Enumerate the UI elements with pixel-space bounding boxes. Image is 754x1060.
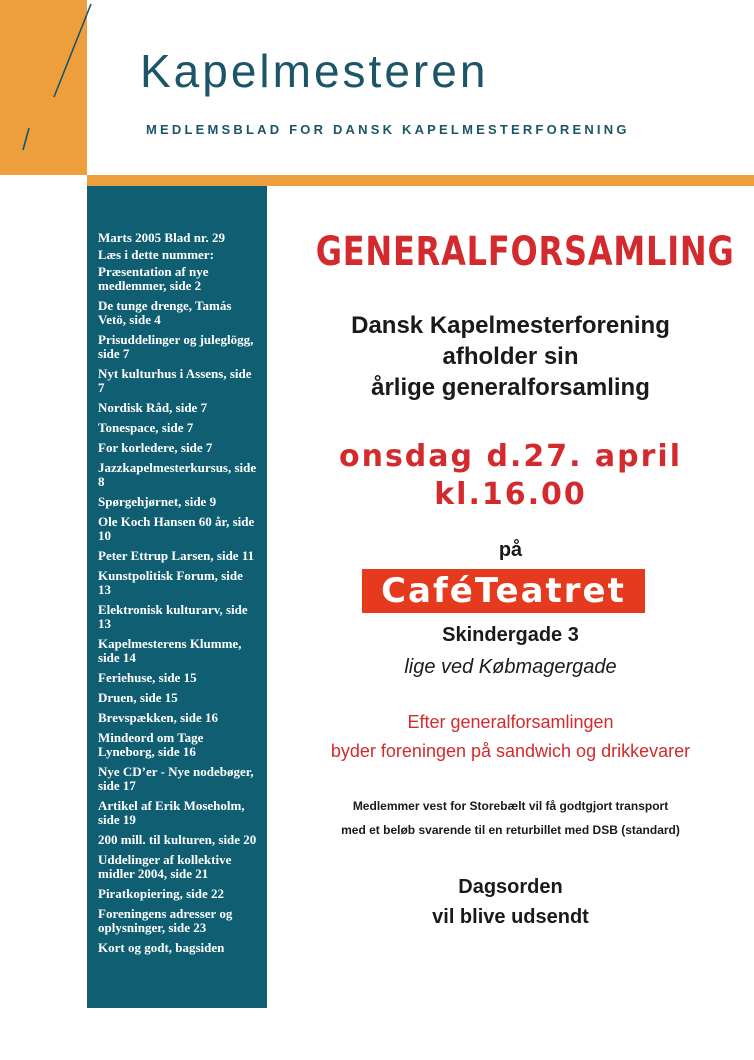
toc-item: Nordisk Råd, side 7 (98, 400, 208, 415)
toc-item: De tunge drenge, Tamás Vetö, side 4 (98, 298, 232, 327)
orange-rule (87, 175, 754, 186)
after-text (267, 708, 754, 766)
toc-heading: Læs i dette nummer: (98, 247, 214, 262)
date-block (267, 438, 754, 514)
meeting-date: onsdag d.27. april (338, 439, 682, 474)
intro-line: Dansk Kapelmesterforening (351, 312, 670, 339)
toc-item: Nye CD’er - Nye nodebøger, side 17 (98, 764, 254, 793)
toc-item: Peter Ettrup Larsen, side 11 (98, 548, 255, 563)
meeting-time: kl.16.00 (434, 477, 587, 512)
headline: GENERALFORSAMLING (315, 229, 735, 275)
toc-item: Uddelinger af kollektive midler 2004, side 21 (98, 852, 232, 881)
toc-item: Artikel af Erik Moseholm, side 19 (98, 798, 245, 827)
toc-item: 200 mill. til kulturen, side 20 (98, 832, 257, 847)
toc-item: Nyt kulturhus i Assens, side 7 (98, 366, 252, 395)
intro-text (267, 310, 754, 403)
toc-item: Piratkopiering, side 22 (98, 886, 225, 901)
agenda-line: vil blive udsendt (432, 906, 589, 928)
toc-item: Kunstpolitisk Forum, side 13 (98, 568, 243, 597)
toc-item: Tonespace, side 7 (98, 420, 194, 435)
toc-item: Mindeord om Tage Lyneborg, side 16 (98, 730, 204, 759)
venue-street: Skindergade 3 (442, 624, 579, 646)
toc-item: Brevspækken, side 16 (98, 710, 219, 725)
toc-item: Prisuddelinger og juleglögg, side 7 (98, 332, 254, 361)
toc-item: Elektronisk kulturarv, side 13 (98, 602, 248, 631)
toc-item: Spørgehjørnet, side 9 (98, 494, 217, 509)
toc-item: Præsentation af nye medlemmer, side 2 (98, 264, 209, 293)
venue-near: lige ved Købmagergade (404, 656, 617, 678)
transport-note (267, 794, 754, 842)
transport-line: med et beløb svarende til en returbillet med DSB (standard) (341, 823, 680, 837)
toc-item: Kort og godt, bagsiden (98, 940, 225, 955)
intro-line: årlige generalforsamling (371, 374, 650, 401)
transport-line: Medlemmer vest for Storebælt vil få godtgjort transport (352, 799, 669, 813)
at-label: på (498, 539, 523, 561)
toc-item: Druen, side 15 (98, 690, 178, 705)
toc-item: Feriehuse, side 15 (98, 670, 197, 685)
slash-decoration (0, 0, 110, 175)
toc-item: Foreningens adresser og oplysninger, side 23 (98, 906, 233, 935)
agenda-line: Dagsorden (458, 876, 563, 898)
toc-item: Jazzkapelmesterkursus, side 8 (98, 460, 257, 489)
toc-item: Kapelmesterens Klumme, side 14 (98, 636, 242, 665)
toc-item: Ole Koch Hansen 60 år, side 10 (98, 514, 255, 543)
after-line: Efter generalforsamlingen (407, 712, 614, 732)
after-line: byder foreningen på sandwich og drikkevarer (330, 741, 691, 761)
masthead-subtitle: MEDLEMSBLAD FOR DANSK KAPELMESTERFORENING (146, 122, 630, 137)
announcement (267, 186, 754, 1060)
intro-line: afholder sin (442, 343, 579, 370)
toc-list (98, 265, 261, 955)
agenda-note (267, 872, 754, 932)
sidebar-contents (87, 186, 267, 1008)
issue-label: Marts 2005 Blad nr. 29 (98, 230, 225, 245)
venue-logo: CaféTeatret (362, 569, 645, 613)
toc-item: For korledere, side 7 (98, 440, 213, 455)
masthead-title: Kapelmesteren (140, 45, 489, 97)
